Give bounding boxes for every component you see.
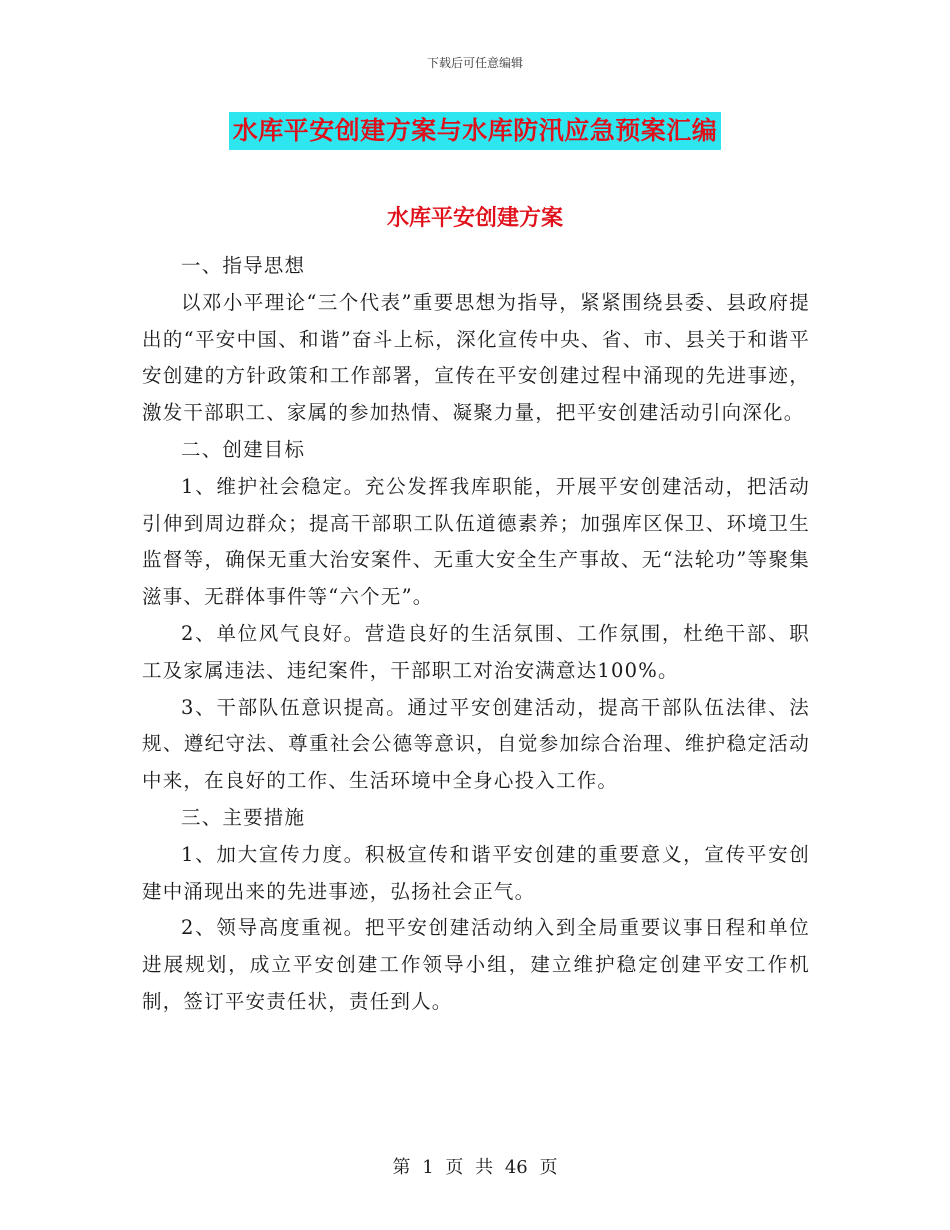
paragraph: 2、领导高度重视。把平安创建活动纳入到全局重要议事日程和单位进展规划，成立平安创建工作领导小组，建立维护稳定创建平安工作机制，签订平安责任状，责任到人。 xyxy=(142,916,810,1013)
header-note: 下载后可任意编辑 xyxy=(426,56,523,70)
main-title: 水库平安创建方案与水库防汛应急预案汇编 xyxy=(229,112,722,150)
page-footer: 第 1 页 共 46 页 xyxy=(392,1157,558,1178)
paragraph: 2、单位风气良好。营造良好的生活氛围、工作氛围，杜绝干部、职工及家属违法、违纪案件，干部职工对治安满意达100%。 xyxy=(142,621,810,682)
sub-title: 水库平安创建方案 xyxy=(386,205,563,231)
section-heading-guiding-ideology: 一、指导思想 xyxy=(181,254,306,277)
paragraph: 以邓小平理论“三个代表”重要思想为指导，紧紧围绕县委、县政府提出的“平安中国、和谐”奋斗上标，深化宣传中央、省、市、县关于和谐平安创建的方针政策和工作部署，宣传在平安创建过程中涌现的先进事迹，激发干部职工、家属的参加热情、凝聚力量，把平安创建活动引向深化。 xyxy=(142,290,810,425)
section-heading-goals: 二、创建目标 xyxy=(181,437,306,461)
paragraph: 3、干部队伍意识提高。通过平安创建活动，提高干部队伍法律、法规、遵纪守法、尊重社会公德等意识，自觉参加综合治理、维护稳定活动中来，在良好的工作、生活环境中全身心投入工作。 xyxy=(142,695,810,793)
section-heading-measures: 三、主要措施 xyxy=(181,805,306,829)
main-title-wrap xyxy=(0,112,950,150)
paragraph: 1、加大宣传力度。积极宣传和谐平安创建的重要意义，宣传平安创建中涌现出来的先进事迹，弘扬社会正气。 xyxy=(142,842,810,903)
body-text xyxy=(142,248,810,1021)
paragraph: 1、维护社会稳定。充公发挥我库职能，开展平安创建活动，把活动引伸到周边群众；提高干部职工队伍道德素养；加强库区保卫、环境卫生监督等，确保无重大治安案件、无重大安全生产事故、无“法轮功”等聚集滋事、无群体事件等“六个无”。 xyxy=(142,474,810,609)
